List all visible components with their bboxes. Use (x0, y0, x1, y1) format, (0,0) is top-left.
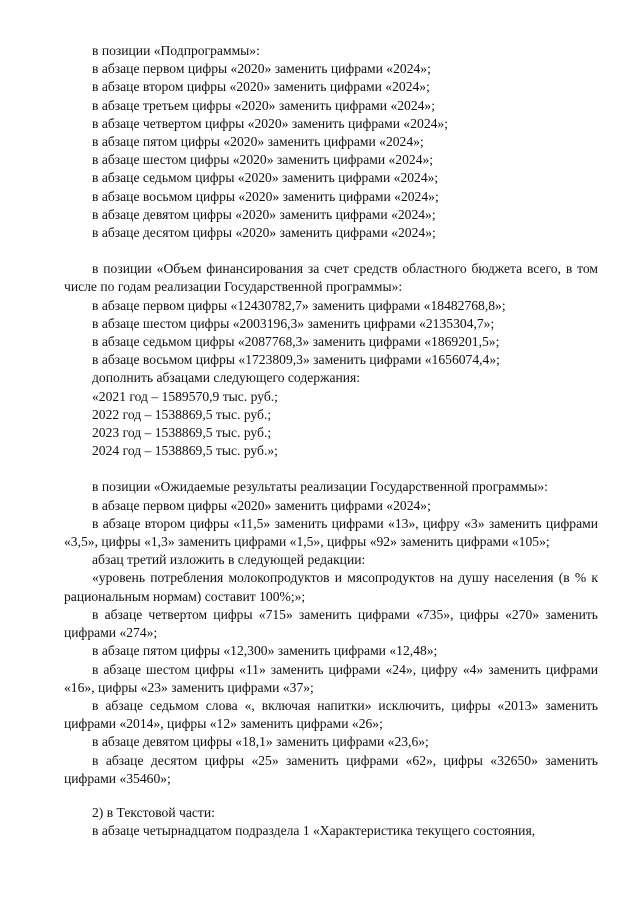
paragraph: в абзаце десятом цифры «2020» заменить цифрами «2024»; (92, 225, 436, 241)
paragraph: «2021 год – 1589570,9 тыс. руб.; (92, 388, 278, 404)
paragraph: в абзаце седьмом цифры «2020» заменить цифрами «2024»; (92, 170, 439, 186)
paragraph: 2) в Текстовой части: (92, 804, 215, 820)
paragraph: в позиции «Ожидаемые результаты реализации Государственной программы»: (92, 479, 548, 495)
paragraph: в абзаце шестом цифры «2020» заменить цифрами «2024»; (92, 152, 434, 168)
paragraph: в абзаце десятом цифры «25» заменить цифрами «62», цифры «32650» заменить цифрами «35460»; (64, 752, 598, 786)
paragraph: в абзаце первом цифры «12430782,7» заменить цифрами «18482768,8»; (92, 297, 506, 313)
paragraph: в позиции «Подпрограммы»: (92, 43, 260, 58)
paragraph: в абзаце девятом цифры «18,1» заменить цифрами «23,6»; (92, 734, 429, 750)
paragraph: в абзаце первом цифры «2020» заменить цифрами «2024»; (92, 61, 431, 77)
paragraph: в абзаце седьмом цифры «2087768,3» заменить цифрами «1869201,5»; (92, 334, 500, 350)
paragraph: в абзаце девятом цифры «2020» заменить цифрами «2024»; (92, 206, 436, 222)
paragraph: в абзаце втором цифры «2020» заменить цифрами «2024»; (92, 79, 430, 95)
paragraph: в абзаце восьмом цифры «2020» заменить цифрами «2024»; (92, 188, 439, 204)
paragraph: в абзаце пятом цифры «2020» заменить цифрами «2024»; (92, 134, 424, 150)
spacer (64, 242, 598, 260)
paragraph: абзац третий изложить в следующей редакции: (92, 552, 366, 568)
paragraph: в абзаце четвертом цифры «2020» заменить цифрами «2024»; (92, 115, 448, 131)
paragraph: в абзаце втором цифры «11,5» заменить цифрами «13», цифру «3» заменить цифрами «3,5», цифры «1,3» заменить цифрами «1,5», цифры «92» заменить цифрами «105»; (64, 515, 598, 550)
section-expected-results (64, 478, 598, 787)
paragraph: 2023 год – 1538869,5 тыс. руб.; (92, 425, 272, 441)
section-subprograms (64, 42, 598, 242)
paragraph: в абзаце восьмом цифры «1723809,3» заменить цифрами «1656074,4»; (92, 352, 500, 368)
section-text-part (64, 804, 598, 840)
spacer (64, 788, 598, 804)
section-financing (64, 260, 598, 460)
paragraph: в абзаце третьем цифры «2020» заменить цифрами «2024»; (92, 97, 436, 113)
paragraph: в абзаце четырнадцатом подраздела 1 «Характеристика текущего состояния, (92, 823, 536, 839)
paragraph: дополнить абзацами следующего содержания: (92, 370, 361, 386)
paragraph: 2022 год – 1538869,5 тыс. руб.; (92, 406, 272, 422)
paragraph: в абзаце пятом цифры «12,300» заменить цифрами «12,48»; (92, 643, 438, 659)
paragraph: «уровень потребления молокопродуктов и мясопродуктов на душу населения (в % к рациональным нормам) составит 100%;»; (64, 570, 598, 604)
paragraph: 2024 год – 1538869,5 тыс. руб.»; (92, 443, 278, 459)
spacer (64, 460, 598, 478)
paragraph: в абзаце шестом цифры «11» заменить цифрами «24», цифру «4» заменить цифрами «16», цифры «23» заменить цифрами «37»; (64, 661, 598, 695)
paragraph: в абзаце четвертом цифры «715» заменить цифрами «735», цифры «270» заменить цифрами «274»; (64, 606, 598, 641)
paragraph: в абзаце первом цифры «2020» заменить цифрами «2024»; (92, 497, 431, 513)
paragraph: в позиции «Объем финансирования за счет средств областного бюджета всего, в том числе по годам реализации Государственной программы»: (64, 261, 598, 295)
document-page (64, 42, 598, 840)
paragraph: в абзаце шестом цифры «2003196,3» заменить цифрами «2135304,7»; (92, 315, 495, 331)
paragraph: в абзаце седьмом слова «, включая напитки» исключить, цифры «2013» заменить цифрами «2014», цифры «12» заменить цифрами «26»; (64, 697, 598, 732)
